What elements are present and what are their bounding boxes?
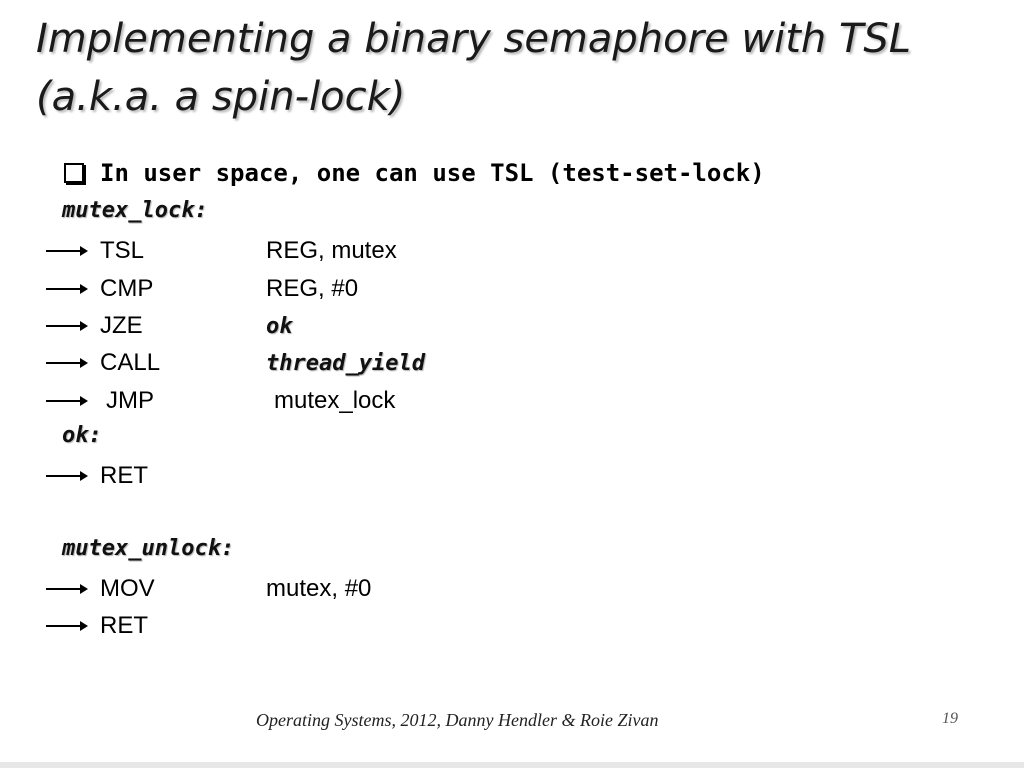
page-number: 19	[942, 710, 958, 727]
label-mutex-lock: mutex_lock:	[62, 198, 208, 223]
label-mutex-unlock: mutex_unlock:	[62, 536, 235, 561]
slide-title	[36, 10, 996, 126]
arrow-right-icon	[46, 625, 86, 627]
code-line-mov	[46, 573, 372, 605]
title-line-1: Implementing a binary semaphore with TSL	[36, 16, 912, 62]
code-op: RET	[100, 612, 148, 639]
code-arg: REG, #0	[266, 275, 359, 302]
footer-text: Operating Systems, 2012, Danny Hendler & Roie Zivan	[256, 710, 659, 730]
code-arg: mutex, #0	[266, 575, 372, 602]
bullet-text: In user space, one can use TSL (test-set-lock)	[100, 159, 765, 187]
arrow-right-icon	[46, 475, 86, 477]
code-op: MOV	[100, 575, 155, 602]
arrow-right-icon	[46, 362, 86, 364]
code-op: RET	[100, 462, 148, 489]
code-line-jze	[46, 310, 293, 342]
checkbox-bullet-icon	[64, 163, 84, 183]
code-op: TSL	[100, 237, 145, 264]
code-arg: REG, mutex	[266, 237, 397, 264]
code-op: JZE	[100, 312, 143, 339]
code-line-jmp	[46, 385, 396, 417]
arrow-right-icon	[46, 400, 86, 402]
code-arg-label-ref: ok	[266, 313, 293, 339]
code-op: JMP	[106, 387, 154, 414]
code-line-call	[46, 347, 425, 379]
code-arg: mutex_lock	[274, 387, 396, 414]
code-arg-label-ref: thread_yield	[266, 350, 425, 376]
arrow-right-icon	[46, 288, 86, 290]
code-line-cmp	[46, 273, 359, 305]
code-line-ret	[46, 460, 148, 492]
arrow-right-icon	[46, 325, 86, 327]
code-op: CALL	[100, 349, 161, 376]
bullet-point	[64, 152, 765, 194]
label-ok: ok:	[62, 423, 102, 448]
code-line-tsl	[46, 235, 397, 267]
arrow-right-icon	[46, 588, 86, 590]
bottom-divider	[0, 762, 1024, 768]
code-line-ret	[46, 610, 148, 642]
title-line-2: (a.k.a. a spin-lock)	[36, 74, 406, 120]
code-op: CMP	[100, 275, 154, 302]
arrow-right-icon	[46, 250, 86, 252]
